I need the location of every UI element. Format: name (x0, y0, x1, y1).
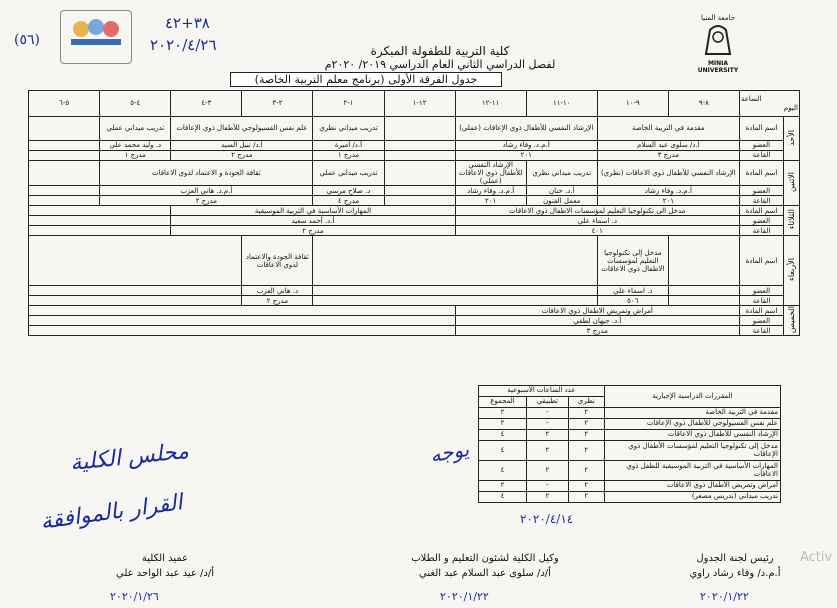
cell-hall: ٤٠١ (455, 226, 739, 236)
row-label: اسم المادة (739, 236, 783, 286)
cell-subject: المهارات الأساسية في التربية الموسيقية (171, 206, 455, 216)
cell-member: أ.د/ أميرة (313, 141, 384, 151)
day-wednesday: الأربعاء (783, 236, 799, 306)
time-header: ١٠-١١ (526, 91, 597, 117)
cell-member: أ.د. حنان (526, 186, 597, 196)
cell-empty (384, 141, 455, 151)
summary-row: مدخل إلى تكنولوجيا التعليم لمؤسسات الأطفال ذوي الإعاقات ٢ ٢ ٤ (479, 441, 781, 461)
chair-date: ٢٠٢٠/١/٢٢ (700, 590, 749, 603)
cell-empty (384, 196, 455, 206)
cell-subject: الإرشاد النفسي للأطفال ذوي الاعاقات (عملي) (455, 161, 526, 186)
handwritten-directive: يوجه (428, 436, 471, 468)
handwritten-calc: ٣٨+٤٢ (165, 14, 210, 32)
handwritten-council: محلس الكلية (69, 438, 190, 477)
cell-member: أ.د/ نبيل السيد (171, 141, 313, 151)
day-thursday: الخميس (783, 306, 799, 336)
university-ar: جامعة المنيا (700, 14, 736, 22)
cell-empty (29, 316, 456, 326)
cell-empty (29, 161, 100, 186)
cell-empty (29, 236, 242, 286)
row-label: العضو (739, 216, 783, 226)
time-header: ١٢-١ (384, 91, 455, 117)
cell-member: أ.م.د. وفاء رشاد (455, 186, 526, 196)
cell-subject: ثقافة الجودة و الاعتماد لذوي الاعاقات (100, 161, 313, 186)
summary-row: أمراض وتمريض الأطفال ذوي الاعاقات ٢ - ٢ (479, 481, 781, 492)
cell-empty (29, 141, 100, 151)
time-header: ٩-١٠ (597, 91, 668, 117)
cell-empty (668, 296, 739, 306)
dean-date: ٢٠٢٠/١/٢٦ (110, 590, 159, 603)
cell-empty (29, 226, 171, 236)
faculty-name: كلية التربية للطفولة المبكرة (370, 44, 510, 58)
cell-member: أ.د/ سلوى عبد السلام (597, 141, 739, 151)
cell-hall: ٢٠١ (597, 196, 739, 206)
summary-header-hours: عدد الساعات الأسبوعية (479, 386, 605, 397)
row-label: القاعة (739, 326, 783, 336)
summary-header-courses: المقررات الدراسية الإجبارية (604, 386, 780, 408)
cell-hall: مدرج ٢ (171, 226, 455, 236)
cell-member: د. وليد محمد علي (100, 141, 171, 151)
row-label: العضو (739, 141, 783, 151)
corner-cell: الساعة اليوم (739, 91, 799, 117)
day-tuesday: الثلاثاء (783, 206, 799, 236)
row-label: اسم المادة (739, 117, 783, 141)
cell-subject: تدريب ميداني نظري (526, 161, 597, 186)
dean-title: عميد الكلية (141, 553, 189, 564)
row-label: القاعة (739, 151, 783, 161)
cell-empty (668, 286, 739, 296)
cell-member: أ.د. جيهان لطفي (455, 316, 739, 326)
cell-empty (29, 206, 171, 216)
cell-hall: مدرج ٢ (171, 151, 313, 161)
time-header: ٤-٥ (100, 91, 171, 117)
cell-empty (29, 216, 171, 226)
cell-empty (384, 161, 455, 186)
handwritten-date: ٢٠٢٠/٤/٢٦ (150, 36, 217, 54)
cell-member: أ.م.د. وفاء رشاد (597, 186, 739, 196)
cell-hall: ٥٠٦ (597, 296, 668, 306)
schedule-title: جدول الفرقة الأولى (برنامج معلم التربية الخاصة) (230, 72, 502, 87)
cell-empty (29, 326, 456, 336)
summary-header-theory: نظري (568, 397, 604, 408)
row-label: العضو (739, 286, 783, 296)
handwritten-approval: القرار بالموافقة (38, 490, 185, 535)
cell-empty (29, 186, 100, 196)
cell-empty (313, 286, 597, 296)
cell-hall: مدرج ٢ (100, 196, 313, 206)
day-sunday: الأحد (783, 117, 799, 161)
cell-empty (29, 306, 456, 316)
cell-subject: الإرشاد النفسي للأطفال ذوي الاعاقات (نظري) (597, 161, 739, 186)
chair-name: أ.م.د/ وفاء رشاد راوي (689, 568, 781, 579)
schedule-table (28, 90, 800, 336)
cell-member: د. اسماء علي (597, 286, 668, 296)
summary-row: تدريب ميداني (تدريس مصغر) ٢ ٢ ٤ (479, 492, 781, 503)
time-header: ٥-٦ (29, 91, 100, 117)
cell-subject: أمراض وتمريض الاطفال ذوي الاعاقات (455, 306, 739, 316)
activation-watermark: Activ (800, 550, 833, 565)
chair-title: رئيس لجنة الجدول (696, 553, 774, 564)
cell-hall: مدرج ١ (313, 151, 384, 161)
cell-empty (29, 151, 100, 161)
time-header: ٣-٤ (171, 91, 242, 117)
cell-subject: مدخل إلى تكنولوجيا التعليم لمؤسسات الاطفال ذوي الاعاقات (597, 236, 668, 286)
cell-hall: مدرج ٢ (242, 296, 313, 306)
summary-header-total: المجموع (479, 397, 527, 408)
cell-subject: الإرشاد النفسي للأطفال ذوي الإعاقات (عملي) (455, 117, 597, 141)
day-monday: الاثنين (783, 161, 799, 206)
cell-subject: ثقافة الجودة والاعتماد لذوي الاعاقات (242, 236, 313, 286)
cell-hall: مدرج ١ (100, 151, 171, 161)
cell-subject: تدريب ميداني عملي (313, 161, 384, 186)
cell-empty (384, 151, 455, 161)
summary-table (478, 385, 781, 503)
summary-row: مقدمة في التربية الخاصة ٢ - ٢ (479, 408, 781, 419)
faculty-logo (60, 10, 132, 64)
row-label: القاعة (739, 196, 783, 206)
row-label: العضو (739, 186, 783, 196)
university-name: MINIA UNIVERSITY (697, 60, 739, 74)
handwritten-date-mid: ٢٠٢٠/٤/١٤ (520, 512, 574, 526)
page-number: (٥٦) (14, 32, 40, 48)
dean-name: أ/د/ عيد عبد الواحد علي (116, 568, 214, 579)
summary-row: علم نفس الفسيولوجي للأطفال ذوي الإعاقات ٢ - ٢ (479, 419, 781, 430)
cell-empty (29, 296, 242, 306)
summary-row: المهارات الأساسية في التربية الموسيقية للطفل ذوي الاعاقات ٢ ٢ ٤ (479, 461, 781, 481)
time-header: ١١-١٢ (455, 91, 526, 117)
time-header: ٨-٩ (668, 91, 739, 117)
cell-hall: ٢٠١ (455, 151, 597, 161)
row-label: اسم المادة (739, 306, 783, 316)
vice-dean-title: وكيل الكلية لشئون التعليم و الطلاب (411, 553, 559, 564)
time-header: ١-٢ (313, 91, 384, 117)
cell-hall: مدرج ٣ (455, 326, 739, 336)
vice-dean-name: أ/د/ سلوى عبد السلام عبد الغني (419, 568, 551, 579)
time-header: ٢-٣ (242, 91, 313, 117)
cell-empty (384, 186, 455, 196)
cell-empty (313, 296, 597, 306)
cell-hall: مدرج ٣ (597, 151, 739, 161)
cell-member: د. صلاح مرسي (313, 186, 384, 196)
cell-member: د. هاني العزب (242, 286, 313, 296)
vice-dean-date: ٢٠٢٠/١/٢٢ (440, 590, 489, 603)
cell-empty (29, 286, 242, 296)
cell-member: أ.م.د. وفاء رشاد (455, 141, 597, 151)
cell-hall: مدرج ٤ (313, 196, 384, 206)
cell-subject: مقدمة في التربية الخاصة (597, 117, 739, 141)
cell-member: د. اسماء علي (455, 216, 739, 226)
cell-subject: تدريب ميداني نظري (313, 117, 384, 141)
cell-subject: تدريب ميداني عملي (100, 117, 171, 141)
summary-row: الإرشاد النفسي للأطفال ذوي الاعاقات ٢ ٢ ٤ (479, 430, 781, 441)
university-logo (688, 14, 748, 74)
cell-empty (668, 236, 739, 286)
cell-empty (29, 117, 100, 141)
cell-member: أ.د. أحمد سعيد (171, 216, 455, 226)
row-label: اسم المادة (739, 161, 783, 186)
summary-header-practical: تطبيقي (526, 397, 568, 408)
row-label: القاعة (739, 296, 783, 306)
row-label: القاعة (739, 226, 783, 236)
cell-subject: مدخل الى تكنولوجيا التعليم لمؤسسات الاطفال ذوي الاعاقات (455, 206, 739, 216)
cell-subject: علم نفس الفسيولوجي للأطفال ذوي الإعاقات (171, 117, 313, 141)
row-label: اسم المادة (739, 206, 783, 216)
cell-empty (29, 196, 100, 206)
cell-empty (384, 117, 455, 141)
cell-empty (313, 236, 597, 286)
cell-member: أ.م.د. هاني العزب (100, 186, 313, 196)
cell-hall: معمل الفنون (526, 196, 597, 206)
semester-line: لفصل الدراسي الثاني العام الدراسي ٢٠١٩/ ٢٠٢٠م (324, 58, 556, 71)
cell-hall: ٢٠١ (455, 196, 526, 206)
row-label: العضو (739, 316, 783, 326)
